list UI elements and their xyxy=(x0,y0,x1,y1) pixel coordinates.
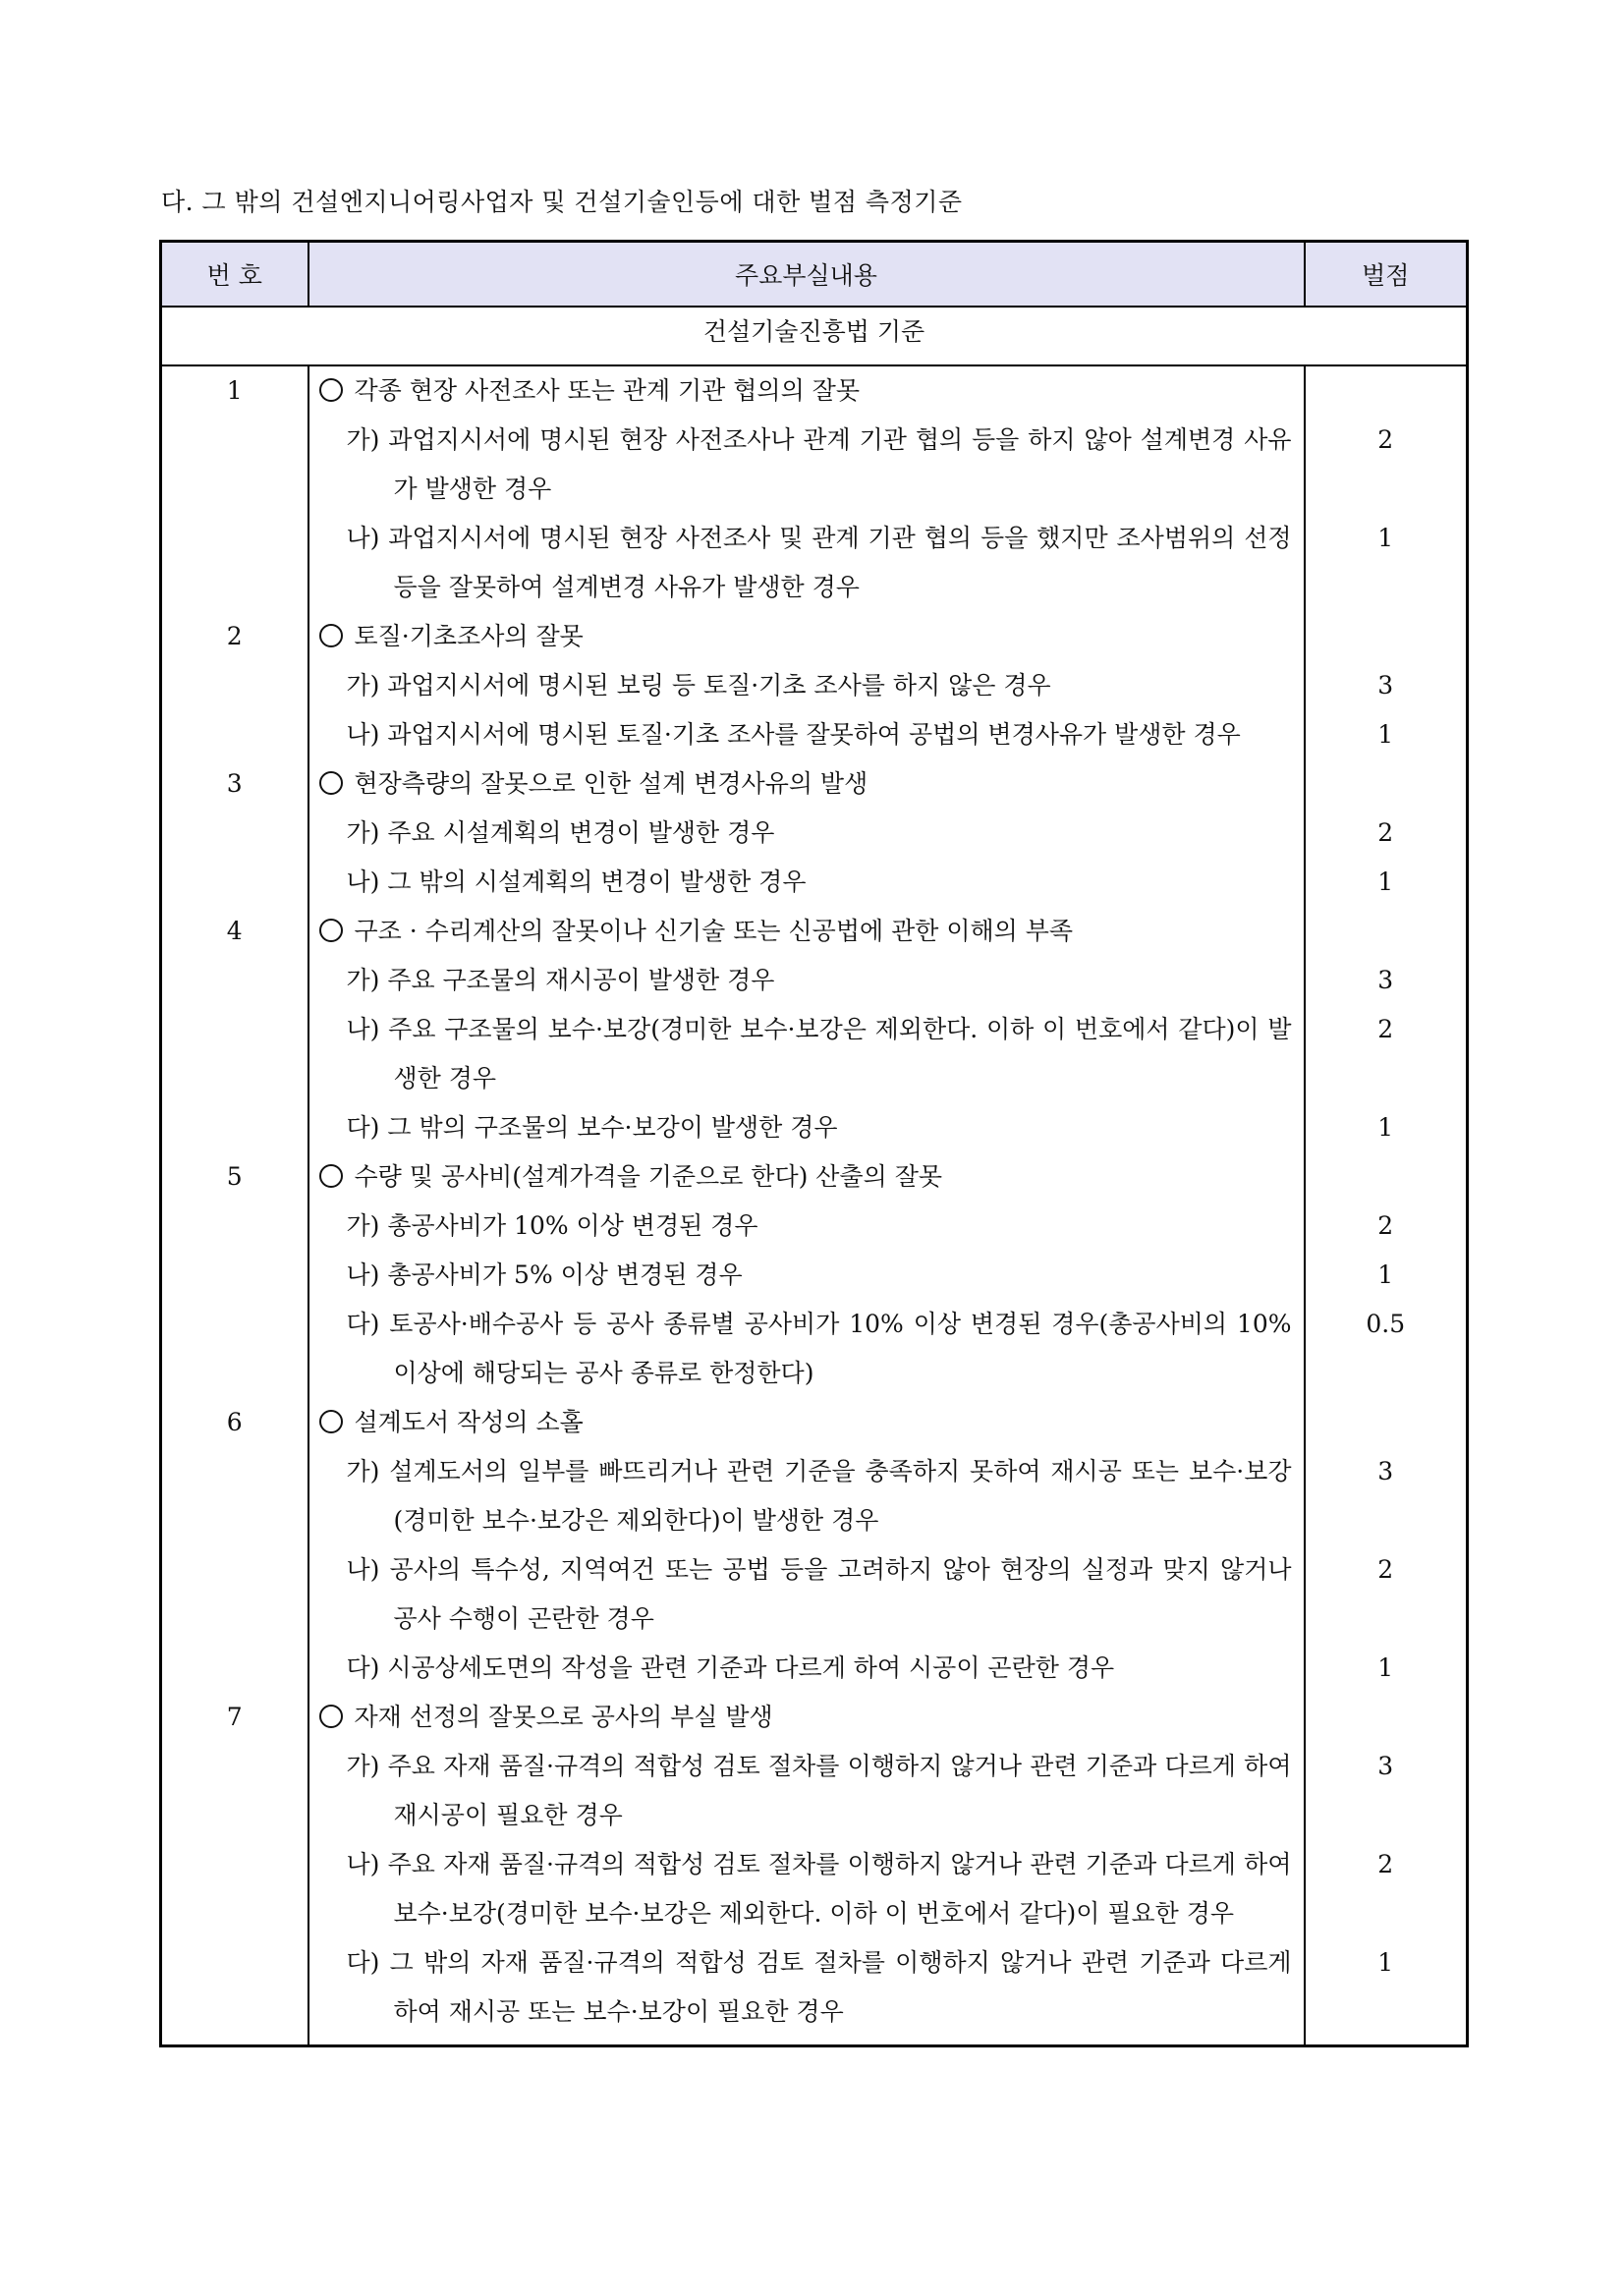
sub-item-cell xyxy=(308,1644,1305,1693)
sub-item-text: 가) 주요 구조물의 재시공이 발생한 경우 xyxy=(346,966,775,994)
sub-item-points: 2 xyxy=(1305,1545,1468,1644)
sub-item-points: 1 xyxy=(1305,1251,1468,1300)
sub-item-cell xyxy=(308,1251,1305,1300)
sub-item-text: 가) 설계도서의 일부를 빠뜨리거나 관련 기준을 충족하지 못하여 재시공 또는 보수·보강(경미한 보수·보강은 제외한다)이 발생한 경우 xyxy=(346,1457,1292,1535)
sub-item-row xyxy=(161,1447,1468,1545)
sub-item-row xyxy=(161,1005,1468,1103)
sub-item-points: 2 xyxy=(1305,416,1468,514)
sub-item-points: 2 xyxy=(1305,1840,1468,1938)
item-title-cell xyxy=(308,1152,1305,1202)
sub-item-points: 1 xyxy=(1305,1103,1468,1152)
sub-item-row xyxy=(161,710,1468,759)
sub-item-text: 가) 과업지시서에 명시된 보링 등 토질·기초 조사를 하지 않은 경우 xyxy=(346,671,1051,700)
sub-item-row xyxy=(161,1300,1468,1398)
item-points-empty xyxy=(1305,1693,1468,1742)
item-title-cell xyxy=(308,365,1305,416)
item-title-text: 수량 및 공사비(설계가격을 기준으로 한다) 산출의 잘못 xyxy=(354,1162,942,1191)
section-title: 건설기술진흥법 기준 xyxy=(161,307,1468,365)
item-number: 4 xyxy=(161,907,308,1152)
sub-item-points: 3 xyxy=(1305,1447,1468,1545)
sub-item-row xyxy=(161,1742,1468,1840)
item-points-empty xyxy=(1305,1398,1468,1447)
sub-item-row xyxy=(161,956,1468,1005)
sub-item-text: 다) 그 밖의 구조물의 보수·보강이 발생한 경우 xyxy=(346,1113,838,1142)
sub-item-row xyxy=(161,809,1468,858)
table-row xyxy=(161,1152,1468,1202)
item-points-empty xyxy=(1305,365,1468,416)
sub-item-text: 다) 그 밖의 자재 품질·규격의 적합성 검토 절차를 이행하지 않거나 관련 기준과 다르게 하여 재시공 또는 보수·보강이 필요한 경우 xyxy=(346,1948,1292,2026)
sub-item-points: 3 xyxy=(1305,1742,1468,1840)
circle-bullet-icon xyxy=(319,1164,343,1188)
item-points-empty xyxy=(1305,759,1468,809)
sub-item-points: 1 xyxy=(1305,1938,1468,2046)
sub-item-cell xyxy=(308,1202,1305,1251)
sub-item-points: 3 xyxy=(1305,661,1468,710)
page-heading: 다. 그 밖의 건설엔지니어링사업자 및 건설기술인등에 대한 벌점 측정기준 xyxy=(161,188,963,216)
item-title-text: 설계도서 작성의 소홀 xyxy=(354,1408,584,1436)
item-title xyxy=(309,907,1292,956)
sub-item-points: 2 xyxy=(1305,1005,1468,1103)
sub-item-text: 나) 총공사비가 5% 이상 변경된 경우 xyxy=(346,1260,743,1289)
item-number: 6 xyxy=(161,1398,308,1693)
sub-item-cell xyxy=(308,1447,1305,1545)
sub-item-row xyxy=(161,1644,1468,1693)
sub-item-text: 나) 과업지시서에 명시된 토질·기초 조사를 잘못하여 공법의 변경사유가 발생한 경우 xyxy=(346,720,1241,749)
table-body xyxy=(161,307,1468,2046)
sub-item-text: 다) 토공사·배수공사 등 공사 종류별 공사비가 10% 이상 변경된 경우(총공사비의 10% 이상에 해당되는 공사 종류로 한정한다) xyxy=(346,1310,1292,1387)
item-points-empty xyxy=(1305,612,1468,661)
sub-item-row xyxy=(161,1545,1468,1644)
sub-item-cell xyxy=(308,1938,1305,2046)
item-title xyxy=(309,366,1292,416)
item-title-cell xyxy=(308,907,1305,956)
sub-item-text: 다) 시공상세도면의 작성을 관련 기준과 다르게 하여 시공이 곤란한 경우 xyxy=(346,1653,1115,1682)
sub-item-cell xyxy=(308,858,1305,907)
circle-bullet-icon xyxy=(319,919,343,942)
sub-item-text: 나) 과업지시서에 명시된 현장 사전조사 및 관계 기관 협의 등을 했지만 조사범위의 선정 등을 잘못하여 설계변경 사유가 발생한 경우 xyxy=(346,524,1292,601)
section-row xyxy=(161,307,1468,365)
sub-item-row xyxy=(161,1251,1468,1300)
sub-item-row xyxy=(161,858,1468,907)
sub-item-cell xyxy=(308,1840,1305,1938)
circle-bullet-icon xyxy=(319,378,343,402)
sub-item-cell xyxy=(308,956,1305,1005)
sub-item-points: 2 xyxy=(1305,809,1468,858)
table-row xyxy=(161,907,1468,956)
sub-item-text: 나) 그 밖의 시설계획의 변경이 발생한 경우 xyxy=(346,868,807,896)
table-row xyxy=(161,1398,1468,1447)
item-number: 5 xyxy=(161,1152,308,1398)
sub-item-text: 가) 주요 자재 품질·규격의 적합성 검토 절차를 이행하지 않거나 관련 기준과 다르게 하여 재시공이 필요한 경우 xyxy=(346,1752,1292,1829)
sub-item-points: 0.5 xyxy=(1305,1300,1468,1398)
sub-item-text: 나) 공사의 특수성, 지역여건 또는 공법 등을 고려하지 않아 현장의 실정과 맞지 않거나 공사 수행이 곤란한 경우 xyxy=(346,1555,1292,1633)
item-number: 2 xyxy=(161,612,308,759)
item-title-cell xyxy=(308,1693,1305,1742)
item-title-text: 구조 · 수리계산의 잘못이나 신기술 또는 신공법에 관한 이해의 부족 xyxy=(354,917,1074,945)
sub-item-cell xyxy=(308,1300,1305,1398)
item-title xyxy=(309,1152,1292,1202)
item-title-text: 자재 선정의 잘못으로 공사의 부실 발생 xyxy=(354,1703,773,1731)
sub-item-text: 가) 주요 시설계획의 변경이 발생한 경우 xyxy=(346,818,775,847)
table-row xyxy=(161,1693,1468,1742)
sub-item-text: 가) 과업지시서에 명시된 현장 사전조사나 관계 기관 협의 등을 하지 않아 설계변경 사유가 발생한 경우 xyxy=(346,425,1292,503)
sub-item-row xyxy=(161,1202,1468,1251)
sub-item-cell xyxy=(308,710,1305,759)
sub-item-points: 1 xyxy=(1305,1644,1468,1693)
sub-item-text: 가) 총공사비가 10% 이상 변경된 경우 xyxy=(346,1211,758,1240)
item-number: 1 xyxy=(161,365,308,612)
sub-item-cell xyxy=(308,1742,1305,1840)
item-title-text: 현장측량의 잘못으로 인한 설계 변경사유의 발생 xyxy=(354,769,868,798)
sub-item-row xyxy=(161,1938,1468,2046)
sub-item-text: 나) 주요 자재 품질·규격의 적합성 검토 절차를 이행하지 않거나 관련 기준과 다르게 하여 보수·보강(경미한 보수·보강은 제외한다. 이하 이 번호에서 같다)이 필요한 경우 xyxy=(346,1850,1292,1928)
sub-item-points: 1 xyxy=(1305,858,1468,907)
item-points-empty xyxy=(1305,1152,1468,1202)
item-title-text: 각종 현장 사전조사 또는 관계 기관 협의의 잘못 xyxy=(354,376,860,405)
sub-item-cell xyxy=(308,1005,1305,1103)
sub-item-points: 1 xyxy=(1305,710,1468,759)
sub-item-cell xyxy=(308,1545,1305,1644)
penalty-criteria-table xyxy=(159,240,1469,2047)
header-description: 주요부실내용 xyxy=(308,242,1305,308)
sub-item-cell xyxy=(308,1103,1305,1152)
sub-item-points: 2 xyxy=(1305,1202,1468,1251)
item-title-cell xyxy=(308,1398,1305,1447)
sub-item-row xyxy=(161,416,1468,514)
item-title-text: 토질·기초조사의 잘못 xyxy=(354,622,584,650)
item-title xyxy=(309,759,1292,809)
sub-item-points: 3 xyxy=(1305,956,1468,1005)
item-points-empty xyxy=(1305,907,1468,956)
table-row xyxy=(161,759,1468,809)
table-row xyxy=(161,612,1468,661)
circle-bullet-icon xyxy=(319,1410,343,1433)
sub-item-row xyxy=(161,1840,1468,1938)
table-header-row xyxy=(161,242,1468,308)
sub-item-cell xyxy=(308,661,1305,710)
sub-item-points: 1 xyxy=(1305,514,1468,612)
sub-item-cell xyxy=(308,809,1305,858)
sub-item-cell xyxy=(308,514,1305,612)
header-number: 번 호 xyxy=(161,242,308,308)
item-title xyxy=(309,1693,1292,1742)
sub-item-row xyxy=(161,514,1468,612)
item-number: 3 xyxy=(161,759,308,907)
item-number: 7 xyxy=(161,1693,308,2046)
sub-item-text: 나) 주요 구조물의 보수·보강(경미한 보수·보강은 제외한다. 이하 이 번호에서 같다)이 발생한 경우 xyxy=(346,1015,1292,1092)
item-title xyxy=(309,612,1292,661)
item-title-cell xyxy=(308,612,1305,661)
sub-item-cell xyxy=(308,416,1305,514)
table-row xyxy=(161,365,1468,416)
sub-item-row xyxy=(161,1103,1468,1152)
circle-bullet-icon xyxy=(319,771,343,795)
item-title xyxy=(309,1398,1292,1447)
circle-bullet-icon xyxy=(319,1705,343,1728)
header-points: 벌점 xyxy=(1305,242,1468,308)
circle-bullet-icon xyxy=(319,624,343,647)
sub-item-row xyxy=(161,661,1468,710)
item-title-cell xyxy=(308,759,1305,809)
